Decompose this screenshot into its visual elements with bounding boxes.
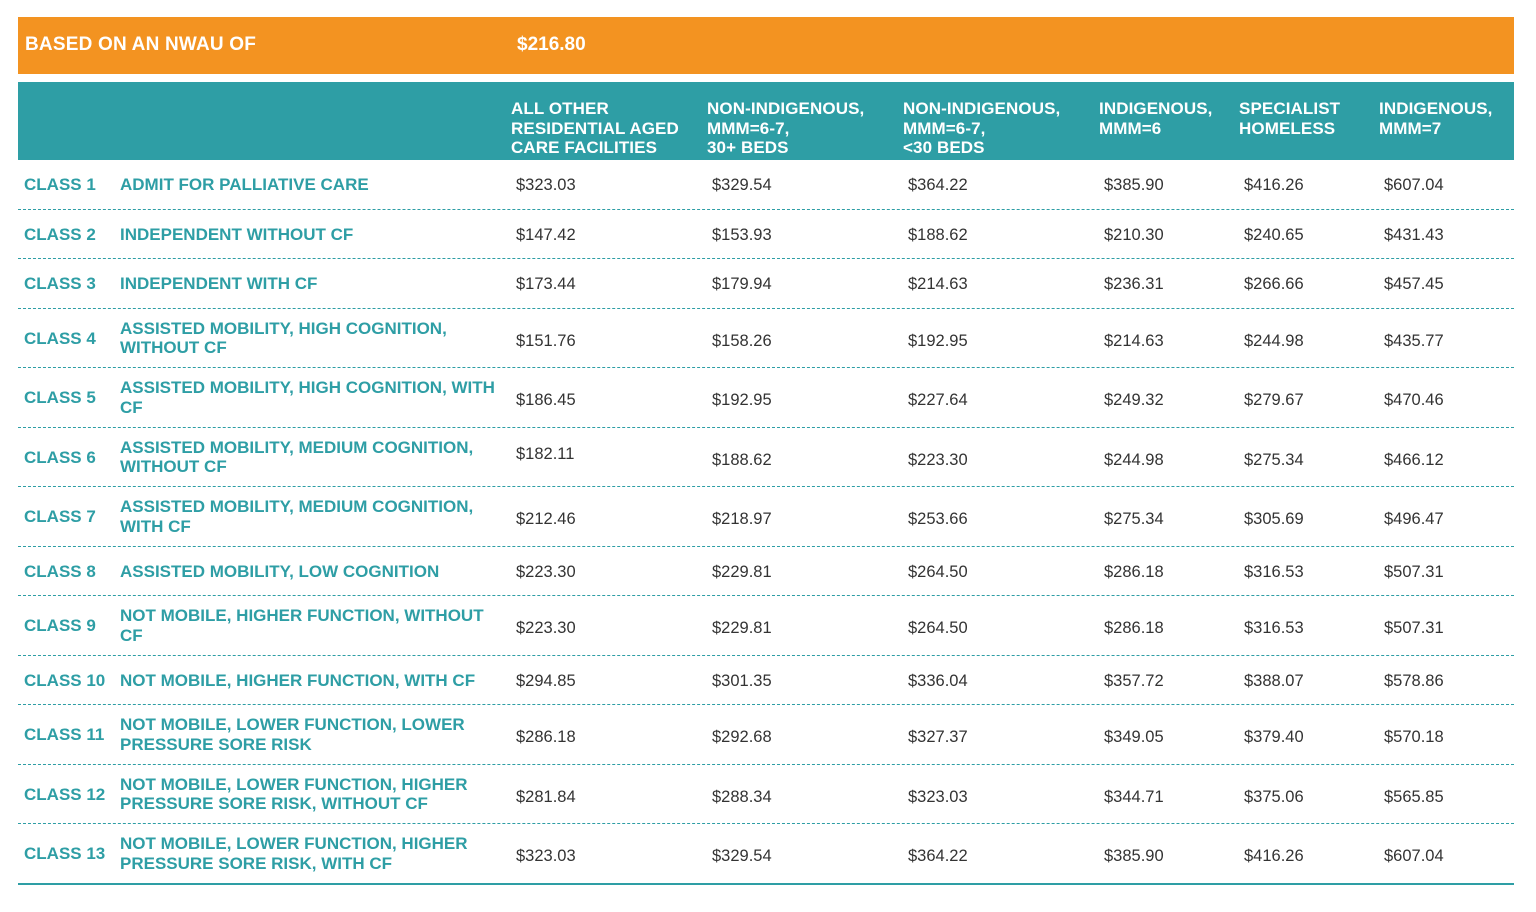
class-description: ASSISTED MOBILITY, MEDIUM COGNITION, WITHOUT CF [120, 437, 474, 476]
price-cell: $223.30 [908, 450, 968, 469]
column-header-indigenous-mmm7: INDIGENOUS, MMM=7 [1379, 99, 1493, 138]
price-cell: $281.84 [516, 787, 576, 806]
class-label: CLASS 12 [24, 784, 106, 804]
price-cell: $364.22 [908, 847, 968, 865]
price-cell: $214.63 [1104, 331, 1164, 350]
class-description: ASSISTED MOBILITY, MEDIUM COGNITION, WITH CF [120, 497, 474, 536]
class-label: CLASS 11 [24, 725, 105, 744]
class-label: CLASS 8 [24, 561, 96, 581]
table-row [18, 210, 1514, 260]
price-cell: $236.31 [1104, 275, 1164, 293]
price-cell: $607.04 [1384, 176, 1444, 194]
price-cell: $336.04 [908, 671, 968, 690]
column-header-indigenous-mmm6: INDIGENOUS, MMM=6 [1099, 99, 1213, 138]
class-label: CLASS 13 [24, 844, 106, 863]
price-cell: $153.93 [712, 225, 772, 244]
price-cell: $301.35 [712, 671, 772, 690]
table-row [18, 368, 1514, 428]
price-cell: $466.12 [1384, 450, 1444, 469]
price-cell: $305.69 [1244, 510, 1304, 528]
price-cell: $470.46 [1384, 391, 1444, 409]
price-cell: $388.07 [1244, 671, 1304, 690]
price-cell: $364.22 [908, 176, 968, 194]
column-header-all-other: ALL OTHER RESIDENTIAL AGED CARE FACILITIES [511, 99, 679, 157]
price-cell: $431.43 [1384, 225, 1444, 244]
price-cell: $212.46 [516, 510, 576, 528]
price-cell: $147.42 [516, 225, 576, 244]
table-row [18, 824, 1514, 885]
class-label: CLASS 2 [24, 224, 96, 244]
price-cell: $316.53 [1244, 619, 1304, 637]
price-cell: $179.94 [712, 275, 772, 293]
price-cell: $323.03 [516, 176, 576, 194]
table-row [18, 259, 1514, 309]
price-cell: $188.62 [908, 225, 968, 244]
price-cell: $294.85 [516, 671, 576, 690]
banner-gap [18, 74, 1514, 82]
table-row [18, 765, 1514, 825]
price-cell: $223.30 [516, 619, 576, 637]
price-cell: $329.54 [712, 847, 772, 865]
price-cell: $188.62 [712, 450, 772, 469]
price-cell: $253.66 [908, 510, 968, 528]
table-header [18, 82, 1514, 160]
price-cell: $218.97 [712, 510, 772, 528]
price-cell: $229.81 [712, 562, 772, 581]
column-header-specialist-homeless: SPECIALIST HOMELESS [1239, 99, 1341, 138]
price-cell: $192.95 [908, 331, 968, 350]
price-cell: $279.67 [1244, 391, 1304, 409]
price-cell: $323.03 [908, 787, 968, 806]
class-label: CLASS 7 [24, 507, 96, 526]
price-cell: $385.90 [1104, 176, 1164, 194]
price-cell: $416.26 [1244, 176, 1304, 194]
price-cell: $375.06 [1244, 787, 1304, 806]
price-cell: $607.04 [1384, 847, 1444, 865]
table-row [18, 547, 1514, 597]
price-cell: $286.18 [1104, 562, 1164, 581]
price-cell: $385.90 [1104, 847, 1164, 865]
price-cell: $275.34 [1104, 510, 1164, 528]
price-cell: $214.63 [908, 275, 968, 293]
price-cell: $227.64 [908, 391, 968, 409]
price-cell: $344.71 [1104, 787, 1164, 806]
class-description: INDEPENDENT WITHOUT CF [120, 224, 354, 244]
price-cell: $578.86 [1384, 671, 1444, 690]
table-row [18, 487, 1514, 547]
class-label: CLASS 6 [24, 447, 96, 467]
price-cell: $249.32 [1104, 391, 1164, 409]
price-cell: $223.30 [516, 562, 576, 581]
price-cell: $507.31 [1384, 562, 1444, 581]
price-cell: $457.45 [1384, 275, 1444, 293]
class-label: CLASS 9 [24, 616, 96, 635]
banner-value: $216.80 [517, 34, 586, 55]
nwau-price-table [18, 17, 1514, 885]
price-cell: $229.81 [712, 619, 772, 637]
price-cell: $182.11 [516, 444, 575, 463]
price-cell: $416.26 [1244, 847, 1304, 865]
class-description: ASSISTED MOBILITY, HIGH COGNITION, WITH CF [120, 378, 495, 417]
price-cell: $173.44 [516, 275, 576, 293]
table-row [18, 309, 1514, 369]
price-cell: $240.65 [1244, 225, 1304, 244]
price-cell: $565.85 [1384, 787, 1444, 806]
banner-label: BASED ON AN NWAU OF [25, 34, 257, 55]
table-row [18, 160, 1514, 210]
price-cell: $151.76 [516, 331, 576, 350]
price-cell: $275.34 [1244, 450, 1304, 469]
class-label: CLASS 1 [24, 175, 96, 194]
class-description: ADMIT FOR PALLIATIVE CARE [120, 175, 369, 194]
table-body [18, 160, 1514, 885]
table-row [18, 596, 1514, 656]
class-description: NOT MOBILE, HIGHER FUNCTION, WITHOUT CF [120, 606, 484, 645]
class-label: CLASS 5 [24, 388, 96, 407]
price-cell: $570.18 [1384, 728, 1444, 746]
price-cell: $329.54 [712, 176, 772, 194]
price-cell: $264.50 [908, 562, 968, 581]
class-label: CLASS 4 [24, 328, 96, 348]
price-cell: $316.53 [1244, 562, 1304, 581]
price-cell: $244.98 [1104, 450, 1164, 469]
table-row [18, 705, 1514, 765]
price-cell: $435.77 [1384, 331, 1444, 350]
table-row [18, 428, 1514, 488]
class-description: ASSISTED MOBILITY, LOW COGNITION [120, 561, 440, 581]
class-description: NOT MOBILE, LOWER FUNCTION, HIGHER PRESSURE SORE RISK, WITH CF [120, 834, 468, 873]
price-cell: $210.30 [1104, 225, 1164, 244]
column-header-non-indigenous-30plus: NON-INDIGENOUS, MMM=6-7, 30+ BEDS [707, 99, 865, 157]
price-cell: $496.47 [1384, 510, 1444, 528]
price-cell: $286.18 [516, 728, 576, 746]
class-label: CLASS 3 [24, 274, 96, 293]
column-header-non-indigenous-under30: NON-INDIGENOUS, MMM=6-7, <30 BEDS [903, 99, 1061, 157]
class-description: ASSISTED MOBILITY, HIGH COGNITION, WITHOUT CF [120, 318, 447, 357]
price-cell: $323.03 [516, 847, 576, 865]
price-cell: $192.95 [712, 391, 772, 409]
price-cell: $264.50 [908, 619, 968, 637]
price-cell: $244.98 [1244, 331, 1304, 350]
class-description: NOT MOBILE, LOWER FUNCTION, HIGHER PRESSURE SORE RISK, WITHOUT CF [120, 774, 468, 813]
price-cell: $158.26 [712, 331, 772, 350]
nwau-banner [18, 17, 1514, 74]
price-cell: $288.34 [712, 787, 772, 806]
class-description: NOT MOBILE, LOWER FUNCTION, LOWER PRESSURE SORE RISK [120, 715, 465, 754]
price-cell: $292.68 [712, 728, 772, 746]
price-cell: $327.37 [908, 728, 968, 746]
price-cell: $507.31 [1384, 619, 1444, 637]
class-description: INDEPENDENT WITH CF [120, 274, 318, 293]
table-row [18, 656, 1514, 706]
price-cell: $349.05 [1104, 728, 1164, 746]
price-cell: $286.18 [1104, 619, 1164, 637]
class-description: NOT MOBILE, HIGHER FUNCTION, WITH CF [120, 670, 476, 690]
price-cell: $186.45 [516, 391, 576, 409]
class-label: CLASS 10 [24, 670, 106, 690]
price-cell: $357.72 [1104, 671, 1164, 690]
price-cell: $266.66 [1244, 275, 1304, 293]
price-cell: $379.40 [1244, 728, 1304, 746]
